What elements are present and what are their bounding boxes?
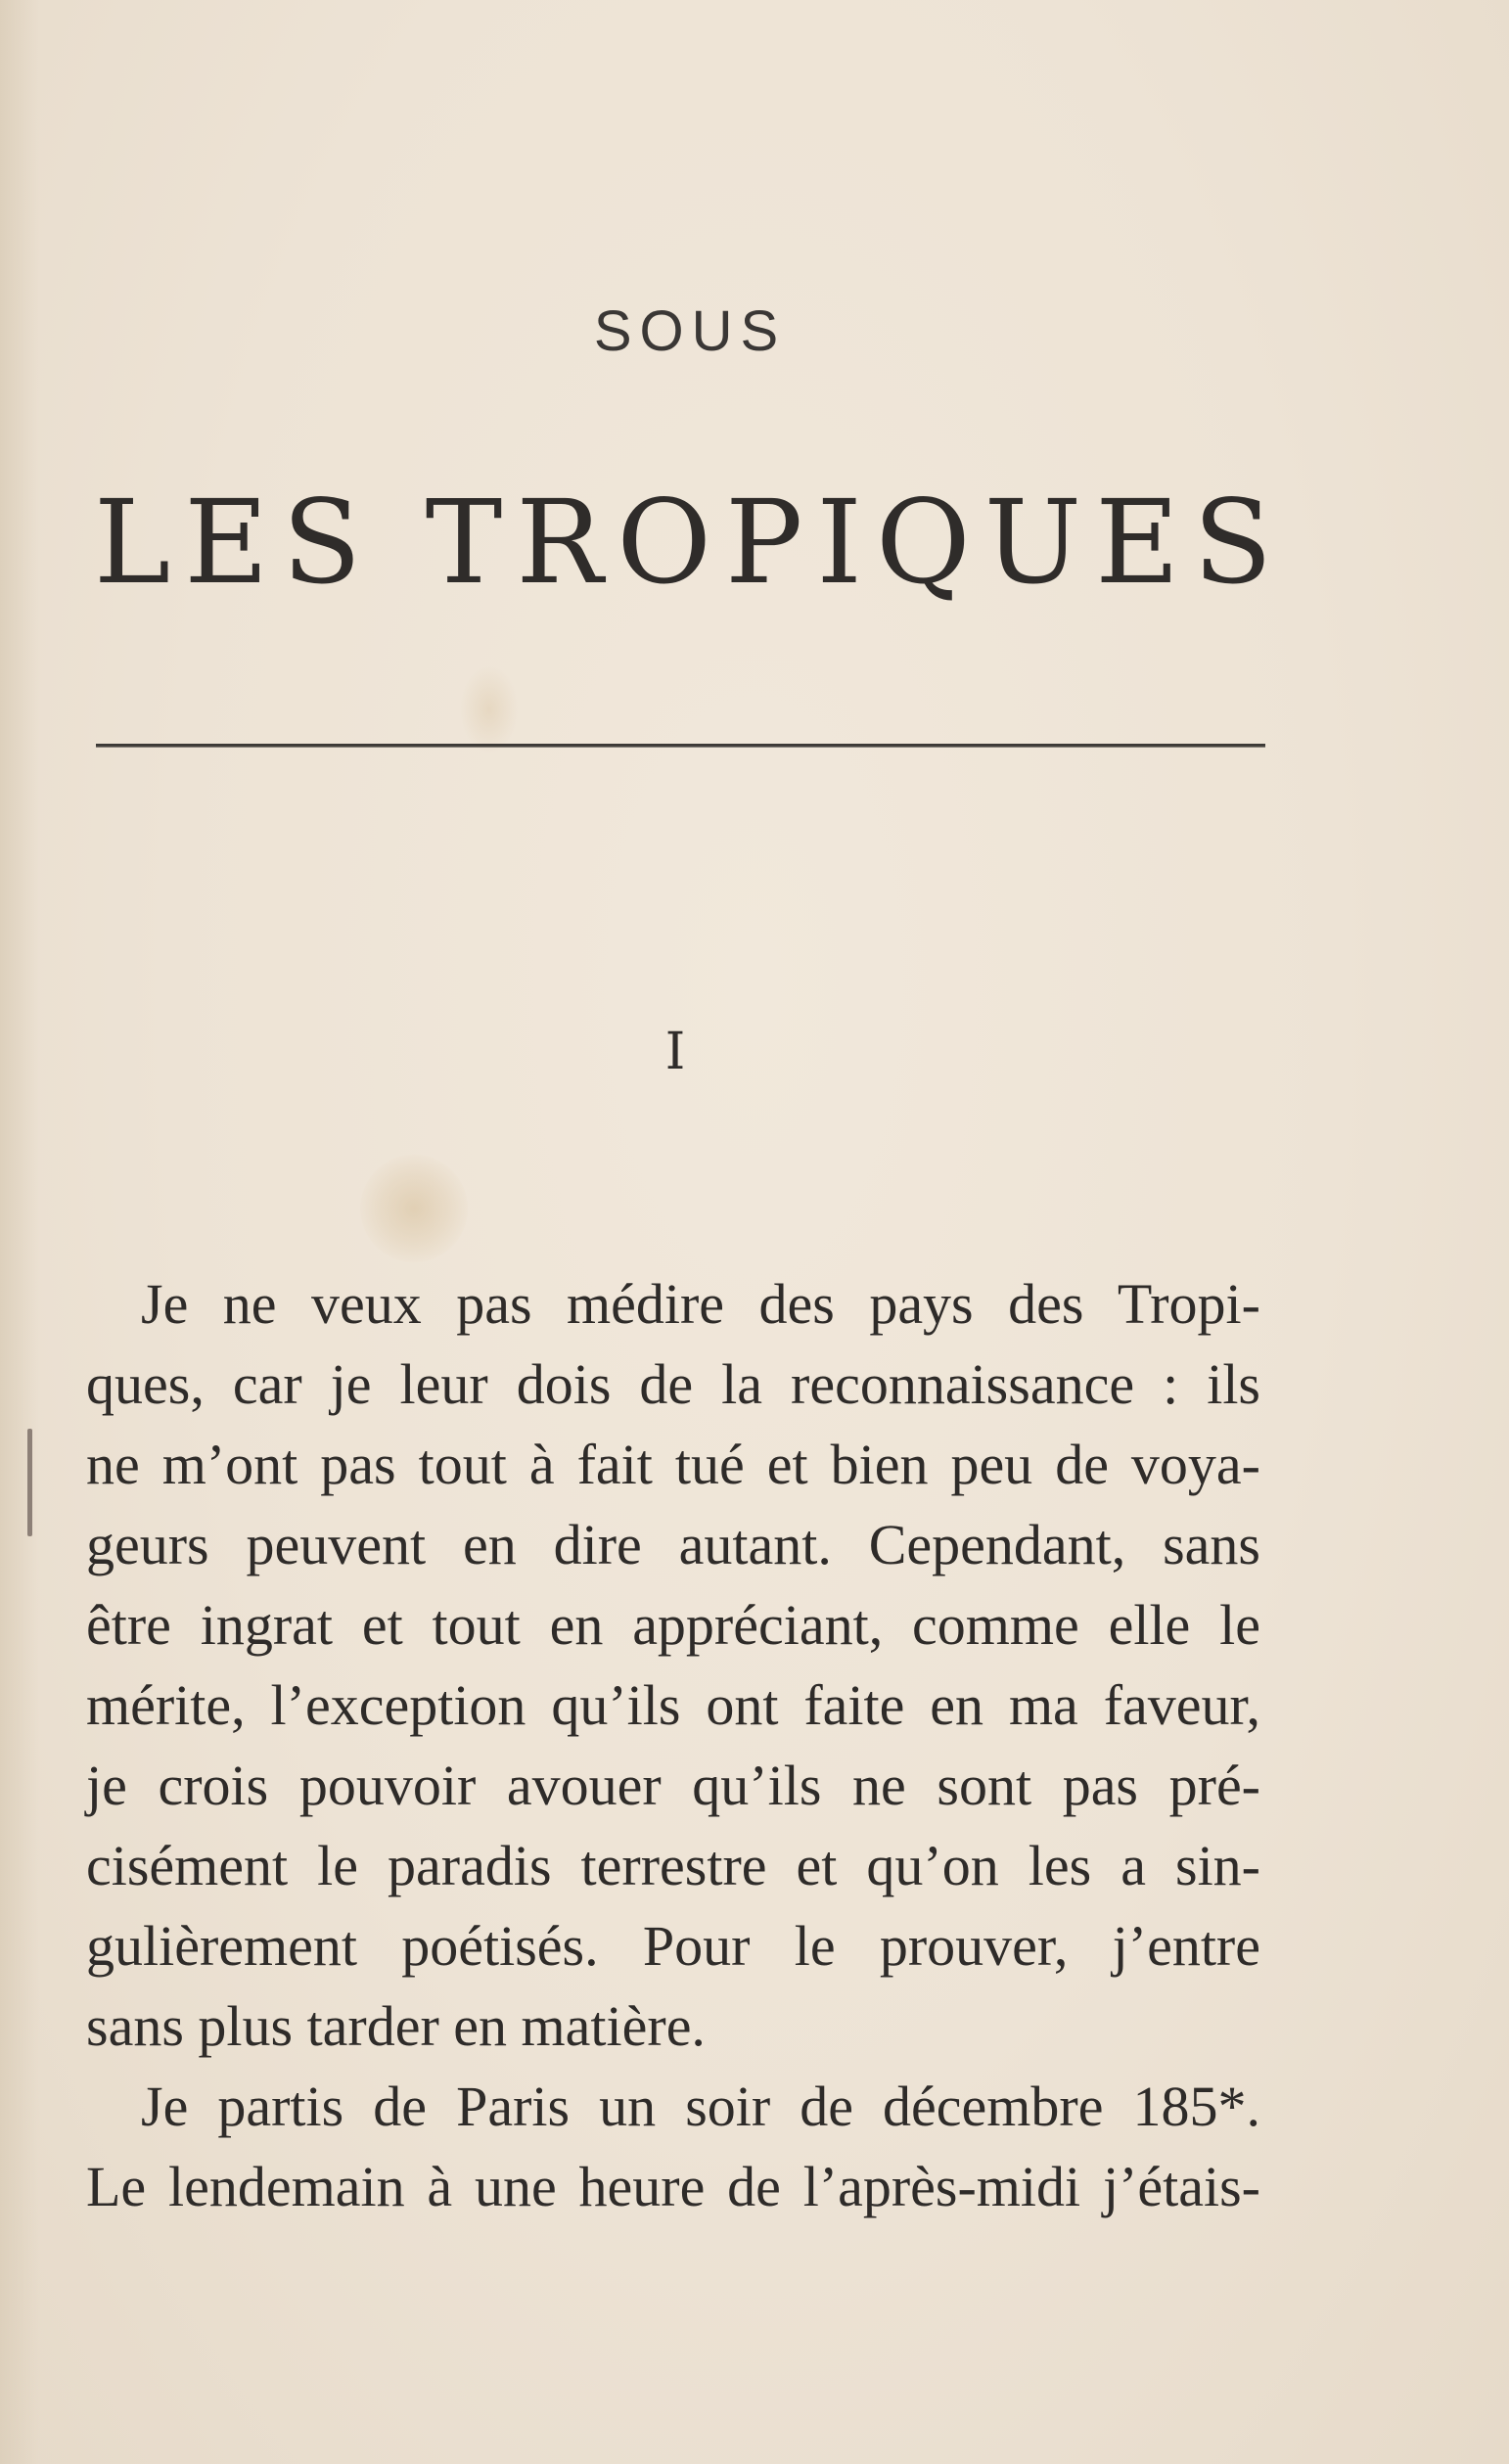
text-line: geurs peuvent en dire autant. Cependant, sans [86,1513,1260,1576]
text-line: gulièrement poétisés. Pour le prouver, j’entre [86,1914,1260,1978]
book-title: LES TROPIQUES [93,475,1287,610]
text-line: ne m’ont pas tout à fait tué et bien peu de voya- [86,1433,1260,1496]
text-line: sans plus tarder en matière. [86,1994,706,2058]
paragraph-1 [86,1264,1260,2067]
chapter-number: I [664,1023,686,1081]
paper-stain [360,1155,468,1262]
paper-stain-small [460,665,519,753]
text-line: ques, car je leur dois de la reconnaissance : ils [86,1352,1260,1416]
paragraph-2 [86,2067,1260,2227]
text-line: mérite, l’exception qu’ils ont faite en ma faveur, [86,1673,1260,1737]
title-rule-divider [96,744,1265,748]
text-line: être ingrat et tout en appréciant, comme elle le [86,1593,1260,1657]
page-edge-shadow [0,0,39,2464]
text-line: je crois pouvoir avouer qu’ils ne sont pas pré- [86,1754,1260,1817]
pretitle: SOUS [593,299,787,363]
margin-ink-mark [14,1399,47,1556]
text-line: Je ne veux pas médire des pays des Tropi- [141,1272,1260,1336]
text-line: cisément le paradis terrestre et qu’on les a sin- [86,1834,1260,1897]
body-text [86,1264,1260,2227]
text-line: Je partis de Paris un soir de décembre 185*. [141,2075,1260,2138]
text-line: Le lendemain à une heure de l’après-midi j’étais- [86,2155,1260,2218]
